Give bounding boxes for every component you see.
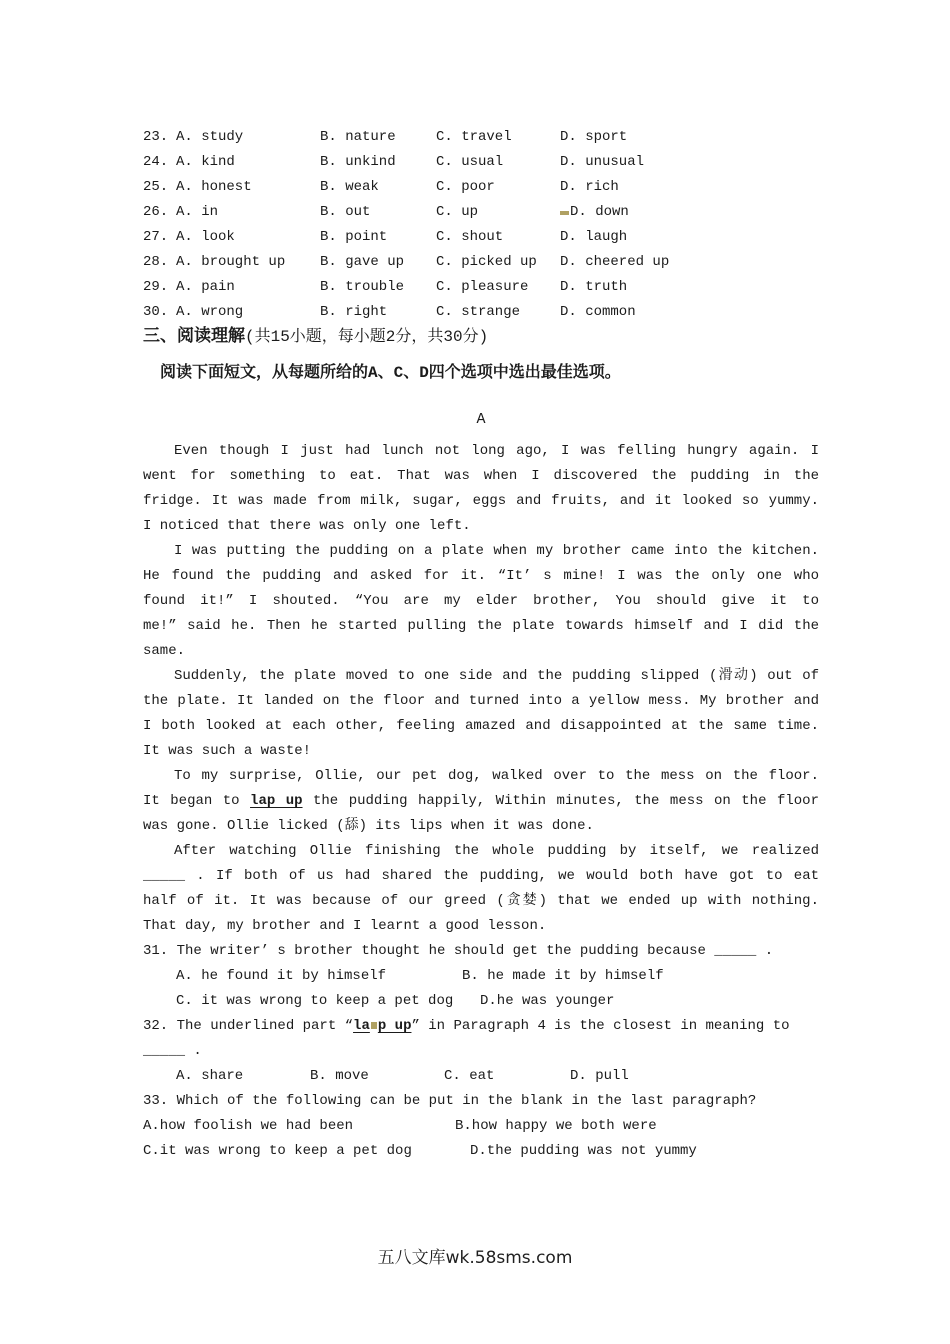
cloze-row-27 bbox=[143, 225, 819, 250]
option-b: B. point bbox=[320, 229, 388, 245]
option-d bbox=[560, 200, 819, 225]
question-32-stem bbox=[143, 1014, 819, 1039]
stem-text: 32. The underlined part “ bbox=[143, 1018, 354, 1034]
option-c: C. pleasure bbox=[436, 279, 529, 295]
passage-line: found it!” I shouted. “You are my elder brother, You should give it to bbox=[143, 593, 819, 609]
cloze-row-29 bbox=[143, 275, 819, 300]
option-d: D. truth bbox=[560, 279, 628, 295]
passage-line: I noticed that there was only one left. bbox=[143, 518, 471, 534]
section-score-note: (共15小题，每小题2分，共30分) bbox=[245, 328, 489, 346]
question-number: 29. bbox=[143, 279, 169, 295]
passage-line: I both looked at each other, feeling amazed and disappointed at the same time. bbox=[143, 718, 819, 734]
underlined-text: p up bbox=[377, 1018, 412, 1034]
passage-line: It was such a waste! bbox=[143, 743, 312, 759]
question-33-options-cd bbox=[143, 1139, 819, 1164]
section-title: 三、阅读理解 bbox=[143, 328, 245, 347]
passage-line: Even though I just had lunch not long ago, I was felling hungry again. I bbox=[174, 443, 819, 459]
underlined-phrase-lap-up: lap up bbox=[250, 793, 303, 809]
section-heading bbox=[143, 325, 819, 350]
option-d: D.the pudding was not yummy bbox=[470, 1143, 697, 1159]
option-a: A. study bbox=[176, 129, 244, 145]
option-b: B. he made it by himself bbox=[462, 968, 664, 984]
option-d: D. sport bbox=[560, 129, 628, 145]
option-c: C. shout bbox=[436, 229, 504, 245]
passage-text: the pudding happily, Within minutes, the mess on the floor bbox=[302, 793, 819, 809]
section-instruction: 阅读下面短文，从每题所给的A、C、D四个选项中选出最佳选项。 bbox=[160, 364, 621, 382]
question-32-options bbox=[143, 1064, 819, 1089]
option-a: A. share bbox=[176, 1068, 244, 1084]
passage-line: He found the pudding and asked for it. “It’ s mine! I was the only one who bbox=[143, 568, 819, 584]
option-b: B. out bbox=[320, 204, 371, 220]
passage-line: went for something to eat. That was when I discovered the pudding in the bbox=[143, 468, 819, 484]
passage-line: the plate. It landed on the floor and turned into a yellow mess. My brother and bbox=[143, 693, 819, 709]
cloze-row-30 bbox=[143, 300, 819, 325]
question-31-stem: 31. The writer’ s brother thought he should get the pudding because _____ . bbox=[143, 943, 774, 959]
stem-text: ” in Paragraph 4 is the closest in meaning to bbox=[411, 1018, 790, 1034]
option-d: D. common bbox=[560, 304, 636, 320]
passage-line: me!” said he. Then he started pulling the plate towards himself and I did the bbox=[143, 618, 819, 634]
option-b: B. weak bbox=[320, 179, 379, 195]
option-b: B.how happy we both were bbox=[455, 1118, 657, 1134]
option-a: A. wrong bbox=[176, 304, 244, 320]
option-b: B. unkind bbox=[320, 154, 396, 170]
question-number: 26. bbox=[143, 204, 169, 220]
option-d: D. unusual bbox=[560, 154, 645, 170]
passage-line bbox=[143, 789, 819, 814]
option-d-text: D. down bbox=[570, 204, 629, 220]
exam-content bbox=[143, 125, 819, 1164]
question-31-options-cd bbox=[143, 989, 819, 1014]
option-b: B. right bbox=[320, 304, 388, 320]
question-number: 25. bbox=[143, 179, 169, 195]
option-a: A. look bbox=[176, 229, 235, 245]
passage-line: fridge. It was made from milk, sugar, eggs and fruits, and it looked so yummy. bbox=[143, 493, 819, 509]
option-c: C. it was wrong to keep a pet dog bbox=[176, 993, 454, 1009]
option-a: A. brought up bbox=[176, 254, 286, 270]
passage-line: To my surprise, Ollie, our pet dog, walked over to the mess on the floor. bbox=[174, 768, 819, 784]
cursor-artifact bbox=[560, 211, 569, 215]
question-33 bbox=[143, 1089, 819, 1164]
passage-line: Suddenly, the plate moved to one side and the pudding slipped (滑动) out of bbox=[174, 668, 819, 684]
cloze-row-25 bbox=[143, 175, 819, 200]
passage-line: _____ . If both of us had shared the pudding, we would both have got to eat bbox=[143, 868, 819, 884]
question-31-options-ab bbox=[143, 964, 819, 989]
question-31 bbox=[143, 939, 819, 1014]
question-number: 27. bbox=[143, 229, 169, 245]
option-d: D. cheered up bbox=[560, 254, 670, 270]
question-number: 23. bbox=[143, 129, 169, 145]
cloze-options-block bbox=[143, 125, 819, 325]
option-b: B. gave up bbox=[320, 254, 405, 270]
question-33-stem: 33. Which of the following can be put in the blank in the last paragraph? bbox=[143, 1093, 757, 1109]
question-number: 28. bbox=[143, 254, 169, 270]
option-a: A.how foolish we had been bbox=[143, 1118, 354, 1134]
cloze-row-23 bbox=[143, 125, 819, 150]
option-c: C.it was wrong to keep a pet dog bbox=[143, 1143, 412, 1159]
passage-line: That day, my brother and I learnt a good lesson. bbox=[143, 918, 547, 934]
cloze-row-28 bbox=[143, 250, 819, 275]
passage-line: was gone. Ollie licked (舔) its lips when it was done. bbox=[143, 818, 594, 834]
option-a: A. in bbox=[176, 204, 219, 220]
option-b: B. nature bbox=[320, 129, 396, 145]
option-a: A. he found it by himself bbox=[176, 968, 387, 984]
question-33-options-ab bbox=[143, 1114, 819, 1139]
option-c: C. picked up bbox=[436, 254, 537, 270]
option-b: B. move bbox=[310, 1068, 369, 1084]
option-d: D. pull bbox=[570, 1068, 629, 1084]
option-d: D. rich bbox=[560, 179, 619, 195]
option-c: C. strange bbox=[436, 304, 521, 320]
option-b: B. trouble bbox=[320, 279, 405, 295]
question-number: 30. bbox=[143, 304, 169, 320]
reading-passage bbox=[143, 439, 819, 939]
cursor-artifact bbox=[371, 1022, 377, 1029]
question-32 bbox=[143, 1014, 819, 1089]
watermark-footer: 五八文库wk.58sms.com bbox=[377, 1248, 573, 1268]
cloze-row-24 bbox=[143, 150, 819, 175]
option-a: A. honest bbox=[176, 179, 252, 195]
option-d: D. laugh bbox=[560, 229, 628, 245]
option-c: C. usual bbox=[436, 154, 504, 170]
passage-label: A bbox=[476, 411, 486, 428]
underlined-phrase-lap-up bbox=[353, 1018, 411, 1034]
passage-line: half of it. It was because of our greed (贪婪) that we ended up with nothing. bbox=[143, 893, 819, 909]
option-c: C. travel bbox=[436, 129, 512, 145]
option-c: C. eat bbox=[444, 1068, 495, 1084]
passage-text: It began to bbox=[143, 793, 251, 809]
option-a: A. pain bbox=[176, 279, 235, 295]
question-32-blank: _____ . bbox=[143, 1043, 202, 1059]
question-number: 24. bbox=[143, 154, 169, 170]
passage-line: After watching Ollie finishing the whole pudding by itself, we realized bbox=[174, 843, 819, 859]
underlined-text: la bbox=[353, 1018, 370, 1034]
option-c: C. up bbox=[436, 204, 479, 220]
option-d: D.he was younger bbox=[480, 993, 615, 1009]
passage-line: I was putting the pudding on a plate when my brother came into the kitchen. bbox=[174, 543, 819, 559]
option-a: A. kind bbox=[176, 154, 235, 170]
cloze-row-26 bbox=[143, 200, 819, 225]
passage-line: same. bbox=[143, 643, 186, 659]
option-c: C. poor bbox=[436, 179, 495, 195]
